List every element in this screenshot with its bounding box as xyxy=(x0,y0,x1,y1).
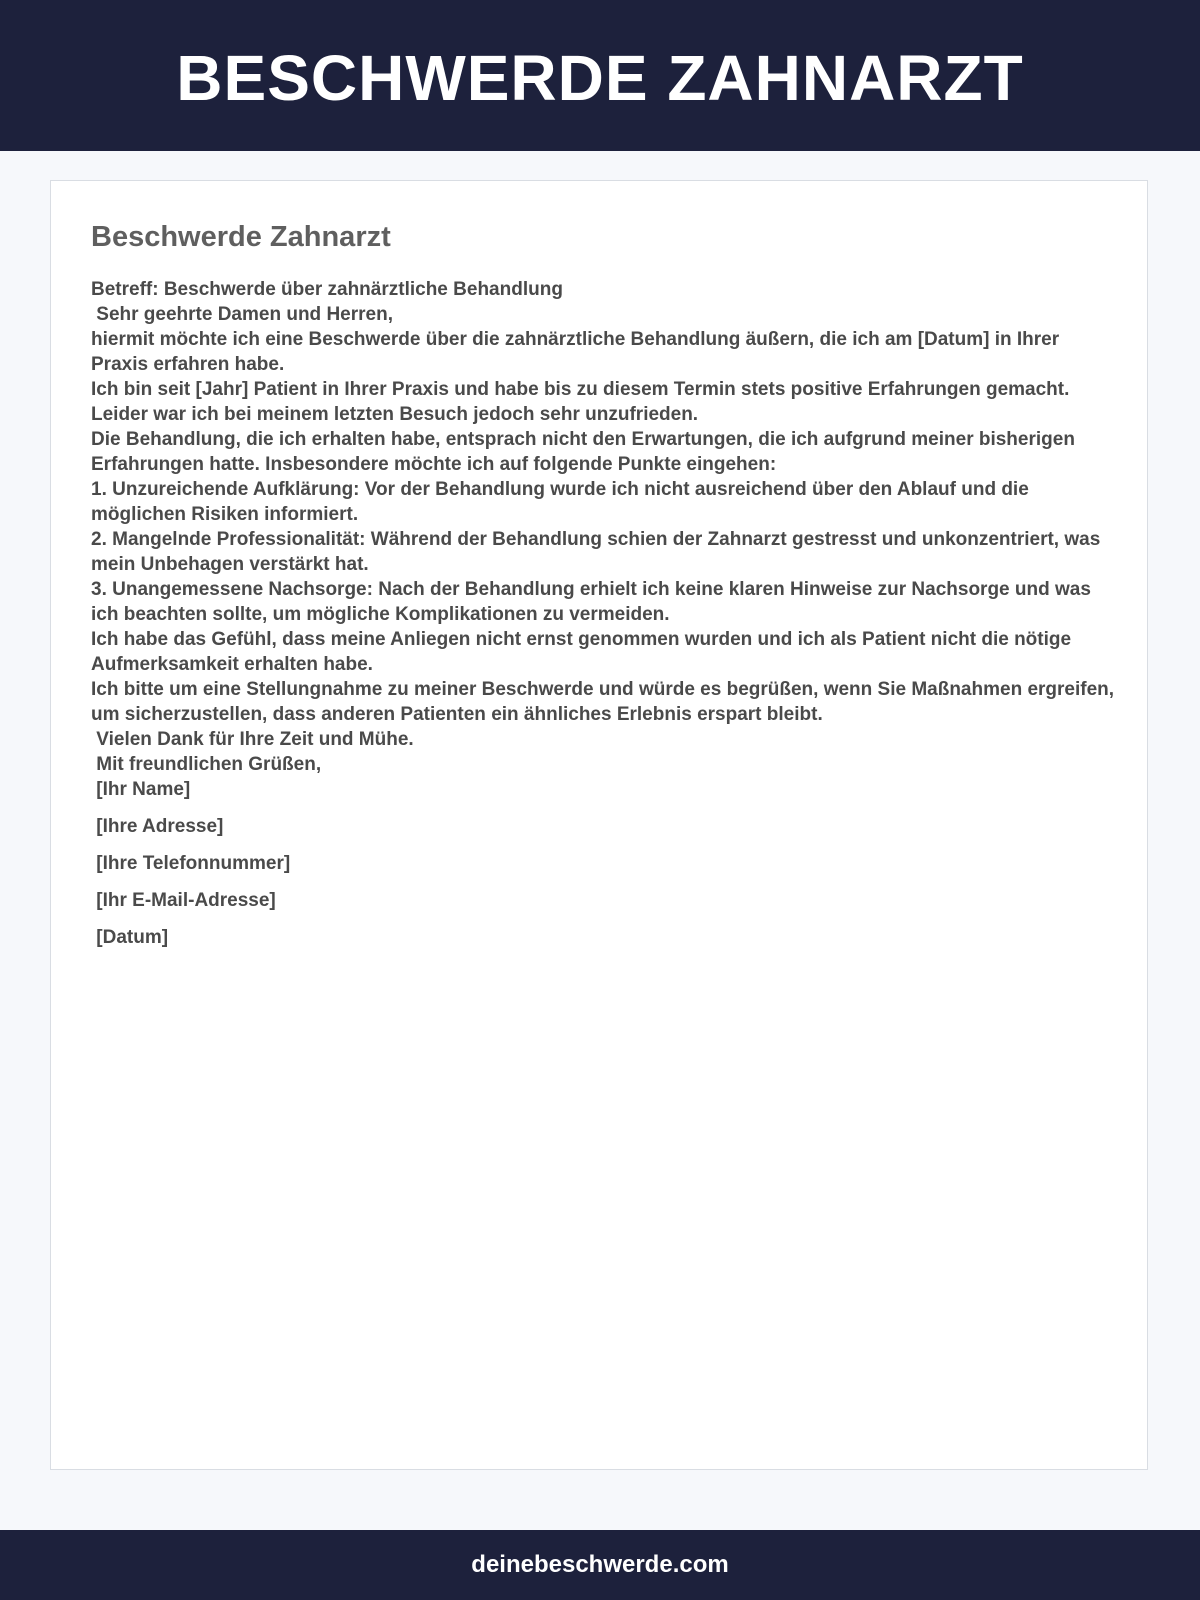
signature-name: [Ihr Name] xyxy=(91,779,191,800)
salutation: Sehr geehrte Damen und Herren, xyxy=(91,304,393,325)
signature-phone: [Ihre Telefonnummer] xyxy=(91,853,291,874)
letter-body xyxy=(91,277,1121,950)
list-item: 2. Mangelnde Professionalität: Während der Behandlung schien der Zahnarzt gestresst und unkonzentriert, was mein Unbehagen verstärkt hat. xyxy=(91,529,1106,575)
subject-line: Betreff: Beschwerde über zahnärztliche Behandlung xyxy=(91,279,563,300)
document-title: Beschwerde Zahnarzt xyxy=(91,221,391,253)
footer-site-name: deinebeschwerde.com xyxy=(471,1551,729,1578)
paragraph: Ich habe das Gefühl, dass meine Anliegen nicht ernst genommen wurden und ich als Patient nicht die nötige Aufmerksamkeit erhalten habe. xyxy=(91,629,1076,675)
page-footer xyxy=(0,1530,1200,1600)
list-item: 1. Unzureichende Aufklärung: Vor der Behandlung wurde ich nicht ausreichend über den Ablauf und die möglichen Risiken informiert. xyxy=(91,479,1035,525)
paragraph: Ich bin seit [Jahr] Patient in Ihrer Praxis und habe bis zu diesem Termin stets positive Erfahrungen gemacht. Leider war ich bei meinem letzten Besuch jedoch sehr unzufrieden. xyxy=(91,379,1075,425)
paragraph: Ich bitte um eine Stellungnahme zu meiner Beschwerde und würde es begrüßen, wenn Sie Maßnahmen ergreifen, um sicherzustellen, dass anderen Patienten ein ähnliches Erlebnis erspart bleibt. xyxy=(91,679,1120,725)
signature-email: [Ihr E-Mail-Adresse] xyxy=(91,890,276,911)
page-header xyxy=(0,0,1200,151)
thanks-line: Vielen Dank für Ihre Zeit und Mühe. xyxy=(91,729,414,750)
signature-address: [Ihre Adresse] xyxy=(91,816,224,837)
header-title: BESCHWERDE ZAHNARZT xyxy=(176,41,1024,114)
letter-content xyxy=(91,219,1121,962)
paragraph: Die Behandlung, die ich erhalten habe, entsprach nicht den Erwartungen, die ich aufgrund meiner bisherigen Erfahrungen hatte. Insbesondere möchte ich auf folgende Punkte eingehen: xyxy=(91,429,1081,475)
signature-date: [Datum] xyxy=(91,927,169,948)
paragraph: hiermit möchte ich eine Beschwerde über die zahnärztliche Behandlung äußern, die ich am [Datum] in Ihrer Praxis erfahren habe. xyxy=(91,329,1065,375)
list-item: 3. Unangemessene Nachsorge: Nach der Behandlung erhielt ich keine klaren Hinweise zur Nachsorge und was ich beachten sollte, um mögliche Komplikationen zu vermeiden. xyxy=(91,579,1097,625)
letter-card xyxy=(50,180,1148,1470)
closing-line: Mit freundlichen Grüßen, xyxy=(91,754,322,775)
